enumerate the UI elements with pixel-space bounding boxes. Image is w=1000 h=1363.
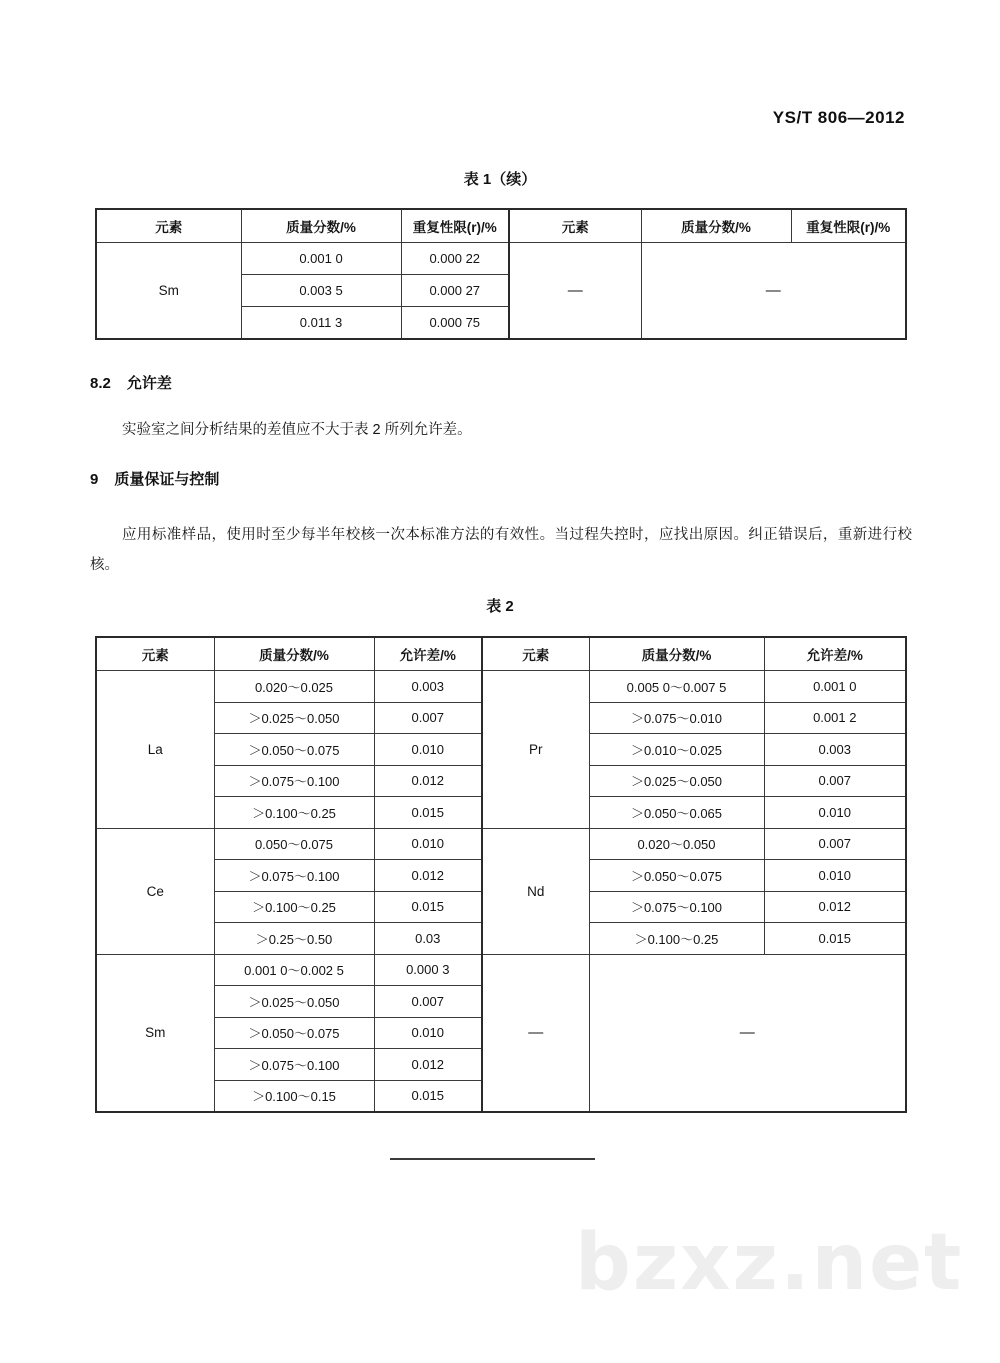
table2-tolerance-value: 0.010 <box>764 797 906 829</box>
section-number: 9 <box>90 471 99 488</box>
table-row <box>96 828 906 860</box>
table2-tolerance-value: 0.012 <box>374 765 482 797</box>
site-watermark: bzxz.net <box>575 1218 964 1308</box>
table2-tolerance-value: 0.001 2 <box>764 702 906 734</box>
table1-col-repeatability-right: 重复性限(r)/% <box>791 209 906 243</box>
table2-tolerance-value: 0.012 <box>374 1049 482 1081</box>
table2-tolerance-value: 0.003 <box>374 671 482 703</box>
table2-element-la: La <box>96 671 214 829</box>
table2-tolerance-value: 0.015 <box>374 797 482 829</box>
table1-repeatability-value: 0.000 27 <box>401 275 509 307</box>
table1-element-right-empty: — <box>509 243 641 340</box>
table2-massfraction-value: 0.020～0.025 <box>214 671 374 703</box>
table2-massfraction-value: ＞0.075～0.010 <box>589 702 764 734</box>
table1-col-element-left: 元素 <box>96 209 241 243</box>
table1-caption: 表 1（续） <box>463 171 537 188</box>
table2-element-nd: Nd <box>482 828 589 954</box>
table2-tolerance-value: 0.007 <box>374 986 482 1018</box>
table2-massfraction-value: ＞0.100～0.25 <box>214 891 374 923</box>
table2-element-right-empty: — <box>482 954 589 1112</box>
table2-massfraction-value: ＞0.075～0.100 <box>214 860 374 892</box>
table2-col-massfraction-left: 质量分数/% <box>214 637 374 671</box>
table1-col-massfraction-right: 质量分数/% <box>641 209 791 243</box>
table-row <box>96 243 906 275</box>
section-heading-9 <box>90 468 219 489</box>
table1-header-row <box>96 209 906 243</box>
table2-massfraction-value: ＞0.025～0.050 <box>214 986 374 1018</box>
table2-tolerance-value: 0.010 <box>374 1017 482 1049</box>
table2-values-right-empty: — <box>589 954 906 1112</box>
table2-massfraction-value: ＞0.075～0.100 <box>214 1049 374 1081</box>
table2-massfraction-value: ＞0.050～0.065 <box>589 797 764 829</box>
table2-element-ce: Ce <box>96 828 214 954</box>
section-title: 允许差 <box>126 375 172 392</box>
table1-values-right-empty: — <box>641 243 906 340</box>
table-2 <box>95 636 907 1113</box>
table2-massfraction-value: ＞0.050～0.075 <box>589 860 764 892</box>
table2-massfraction-value: ＞0.050～0.075 <box>214 1017 374 1049</box>
table2-massfraction-value: ＞0.25～0.50 <box>214 923 374 955</box>
table2-massfraction-value: ＞0.050～0.075 <box>214 734 374 766</box>
table2-tolerance-value: 0.015 <box>764 923 906 955</box>
table1-repeatability-value: 0.000 22 <box>401 243 509 275</box>
document-end-rule <box>390 1158 595 1160</box>
table2-tolerance-value: 0.015 <box>374 891 482 923</box>
table-1-continued <box>95 208 907 340</box>
table2-massfraction-value: ＞0.100～0.15 <box>214 1080 374 1112</box>
table2-massfraction-value: ＞0.100～0.25 <box>589 923 764 955</box>
table2-tolerance-value: 0.03 <box>374 923 482 955</box>
table2-tolerance-value: 0.010 <box>764 860 906 892</box>
table2-massfraction-value: 0.005 0～0.007 5 <box>589 671 764 703</box>
section-title: 质量保证与控制 <box>114 471 220 488</box>
table1-massfraction-value: 0.011 3 <box>241 307 401 340</box>
table1-massfraction-value: 0.001 0 <box>241 243 401 275</box>
table2-tolerance-value: 0.001 0 <box>764 671 906 703</box>
section-9-paragraph: 应用标准样品，使用时至少每半年校核一次本标准方法的有效性。当过程失控时，应找出原因。纠正错误后，重新进行校核。 <box>90 527 912 573</box>
table2-caption: 表 2 <box>486 598 514 615</box>
standard-number-header: YS/T 806—2012 <box>772 108 905 127</box>
table1-col-element-right: 元素 <box>509 209 641 243</box>
table2-tolerance-value: 0.000 3 <box>374 954 482 986</box>
table2-massfraction-value: ＞0.075～0.100 <box>214 765 374 797</box>
table1-col-repeatability-left: 重复性限(r)/% <box>401 209 509 243</box>
table1-massfraction-value: 0.003 5 <box>241 275 401 307</box>
table2-tolerance-value: 0.015 <box>374 1080 482 1112</box>
table2-massfraction-value: ＞0.010～0.025 <box>589 734 764 766</box>
table2-element-sm: Sm <box>96 954 214 1112</box>
table2-col-tolerance-right: 允许差/% <box>764 637 906 671</box>
table1-element-sm: Sm <box>96 243 241 340</box>
table2-tolerance-value: 0.012 <box>374 860 482 892</box>
section-number: 8.2 <box>90 375 111 392</box>
table2-tolerance-value: 0.007 <box>764 765 906 797</box>
table2-col-tolerance-left: 允许差/% <box>374 637 482 671</box>
table2-massfraction-value: ＞0.025～0.050 <box>589 765 764 797</box>
table2-tolerance-value: 0.012 <box>764 891 906 923</box>
section-8-2-paragraph: 实验室之间分析结果的差值应不大于表 2 所列允许差。 <box>122 422 472 438</box>
table2-element-pr: Pr <box>482 671 589 829</box>
section-heading-8-2 <box>90 372 172 393</box>
table2-massfraction-value: 0.020～0.050 <box>589 828 764 860</box>
table2-tolerance-value: 0.007 <box>374 702 482 734</box>
table2-col-element-right: 元素 <box>482 637 589 671</box>
table2-tolerance-value: 0.003 <box>764 734 906 766</box>
table2-tolerance-value: 0.010 <box>374 734 482 766</box>
table2-massfraction-value: ＞0.025～0.050 <box>214 702 374 734</box>
table2-header-row <box>96 637 906 671</box>
table1-repeatability-value: 0.000 75 <box>401 307 509 340</box>
table2-tolerance-value: 0.010 <box>374 828 482 860</box>
table-row <box>96 671 906 703</box>
table1-col-massfraction-left: 质量分数/% <box>241 209 401 243</box>
table2-massfraction-value: ＞0.100～0.25 <box>214 797 374 829</box>
table2-tolerance-value: 0.007 <box>764 828 906 860</box>
table2-massfraction-value: 0.050～0.075 <box>214 828 374 860</box>
table2-massfraction-value: ＞0.075～0.100 <box>589 891 764 923</box>
table2-col-massfraction-right: 质量分数/% <box>589 637 764 671</box>
table2-massfraction-value: 0.001 0～0.002 5 <box>214 954 374 986</box>
table2-col-element-left: 元素 <box>96 637 214 671</box>
table-row <box>96 954 906 986</box>
